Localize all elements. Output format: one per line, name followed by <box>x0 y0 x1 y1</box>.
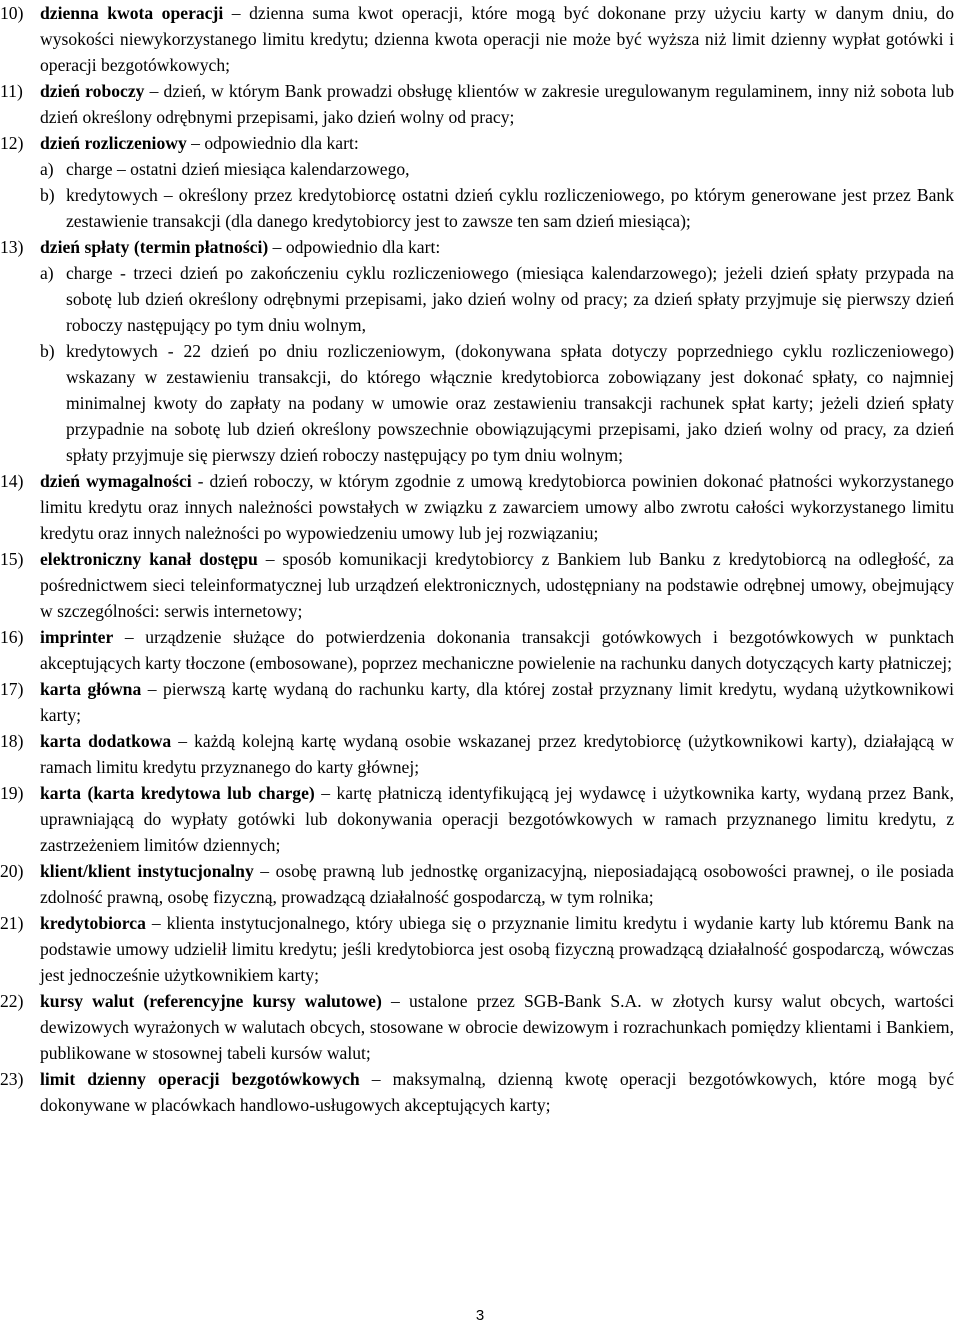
item-number: 21) <box>0 913 24 933</box>
definition-17 <box>0 676 954 728</box>
sub-item-mark: b) <box>40 341 55 361</box>
definition-18 <box>0 728 954 780</box>
sub-item-a <box>40 156 954 182</box>
sub-item-text: kredytowych – określony przez kredytobiorcę ostatni dzień cyklu rozliczeniowego, po którym generowane jest przez Bank zestawienie transakcji (dla danego kredytobiorcy jest to zawsze ten sam dzień miesiąca); <box>66 185 954 231</box>
definition-16 <box>0 624 954 676</box>
definition-19 <box>0 780 954 858</box>
sub-item-text: kredytowych - 22 dzień po dniu rozliczeniowym, (dokonywana spłata dotyczy poprzedniego cyklu rozliczeniowego) wskazany w zestawieniu transakcji, do którego włącznie kredytobiorca zobowiązany jest dokonać spłaty, co najmniej minimalnej kwoty do zapłaty na podany w umowie oraz zestawieniu transakcji rachunek spłat karty; jeżeli dzień spłaty przypadnie na sobotę lub dzień określony powszechnie obowiązującymi przepisami, jako dzień wolny od pracy, za dzień spłaty przyjmuje się pierwszy dzień roboczy następujący po tym dniu wolnym; <box>66 341 954 465</box>
term: kursy walut (referencyjne kursy walutowe) <box>40 991 382 1011</box>
definition-text: – dzienna suma kwot operacji, które mogą być dokonane przy użyciu karty w danym dniu, do wysokości niewykorzystanego limitu kredytu; dzienna kwota operacji nie może być wyższa niż limit dzienny wypłat gotówki i operacji bezgotówkowych; <box>40 3 955 75</box>
definition-10 <box>0 0 954 78</box>
item-number: 22) <box>0 991 24 1011</box>
term: dzień wymagalności <box>40 471 192 491</box>
definition-text: – urządzenie służące do potwierdzenia dokonania transakcji gotówkowych i bezgotówkowych w punktach akceptujących karty tłoczone (embosowane), poprzez mechaniczne powielenie na rachunku danych dotyczących karty płatniczej; <box>40 627 954 673</box>
definition-text: – każdą kolejną kartę wydaną osobie wskazanej przez kredytobiorcę (użytkownikowi karty), działającą w ramach limitu kredytu przyznanego do karty głównej; <box>40 731 954 777</box>
item-number: 15) <box>0 549 24 569</box>
item-number: 10) <box>0 3 24 23</box>
definition-text: – osobę prawną lub jednostkę organizacyjną, nieposiadającą osobowości prawnej, o ile posiada zdolność prawną, osobę fizyczną, prowadzącą działalność gospodarczą, w tym rolnika; <box>40 861 954 907</box>
term: dzień spłaty (termin płatności) <box>40 237 269 257</box>
sub-item-b <box>40 338 954 468</box>
term: elektroniczny kanał dostępu <box>40 549 258 569</box>
definition-text: - dzień roboczy, w którym zgodnie z umową kredytobiorca powinien dokonać płatności wykorzystanego limitu kredytu oraz innych należności powstałych w związku z zawarciem umowy albo zwrotu całości wykorzystanego limitu kredytu oraz innych należności po wypowiedzeniu umowy lub jej rozwiązaniu; <box>40 471 954 543</box>
sub-item-mark: b) <box>40 185 55 205</box>
definition-text: – klienta instytucjonalnego, który ubiega się o przyznanie limitu kredytu i wydanie karty lub któremu Bank na podstawie umowy udzielił limitu kredytu; jeśli kredytobiorca jest osobą fizyczną prowadzącą działalność gospodarczą, wówczas jest jednocześnie użytkownikiem karty; <box>40 913 954 985</box>
term: imprinter <box>40 627 114 647</box>
item-number: 20) <box>0 861 24 881</box>
item-number: 14) <box>0 471 24 491</box>
item-number: 23) <box>0 1069 24 1089</box>
definition-text: – pierwszą kartę wydaną do rachunku karty, dla której został przyznany limit kredytu, wydaną użytkownikowi karty; <box>40 679 954 725</box>
item-number: 18) <box>0 731 24 751</box>
term: kredytobiorca <box>40 913 146 933</box>
term: dzień roboczy <box>40 81 145 101</box>
definition-12 <box>0 130 954 234</box>
item-number: 12) <box>0 133 24 153</box>
definition-23 <box>0 1066 954 1118</box>
item-number: 17) <box>0 679 24 699</box>
definition-text: – dzień, w którym Bank prowadzi obsługę klientów w zakresie uregulowanym regulaminem, inny niż sobota lub dzień określony odrębnymi przepisami, jako dzień wolny od pracy; <box>40 81 954 127</box>
term: klient/klient instytucjonalny <box>40 861 254 881</box>
sub-item-text: charge - trzeci dzień po zakończeniu cyklu rozliczeniowego (miesiąca kalendarzowego); jeżeli dzień spłaty przypada na sobotę lub dzień określony odrębnymi przepisami, jako dzień wolny od pracy; za dzień spłaty przyjmuje się pierwszy dzień roboczy następujący po tym dniu wolnym, <box>66 263 954 335</box>
definition-15 <box>0 546 954 624</box>
sub-item-a <box>40 260 954 338</box>
definition-text: – sposób komunikacji kredytobiorcy z Bankiem lub Banku z kredytobiorcą na odległość, za pośrednictwem sieci teleinformatycznej lub urządzeń elektronicznych, udostępniany na podstawie odrębnej umowy, obejmujący w szczególności: serwis internetowy; <box>40 549 954 621</box>
definition-text: – kartę płatniczą identyfikującą jej wydawcę i użytkownika karty, wydaną przez Bank, uprawniającą do wypłaty gotówki lub dokonywania operacji bezgotówkowych w ramach przyznanego limitu kredytu, z zastrzeżeniem limitów dziennych; <box>40 783 955 855</box>
definition-20 <box>0 858 954 910</box>
definition-text: – odpowiednio dla kart: <box>186 133 359 153</box>
term: dzienna kwota operacji <box>40 3 224 23</box>
definition-text: – odpowiednio dla kart: <box>268 237 441 257</box>
sub-item-text: charge – ostatni dzień miesiąca kalendarzowego, <box>66 159 410 179</box>
definition-22 <box>0 988 954 1066</box>
sub-item-mark: a) <box>40 263 54 283</box>
term: karta (karta kredytowa lub charge) <box>40 783 315 803</box>
definition-14 <box>0 468 954 546</box>
page-number: 3 <box>475 1307 485 1324</box>
definition-13 <box>0 234 954 468</box>
definition-text: – ustalone przez SGB-Bank S.A. w złotych kursy walut obcych, wartości dewizowych wyrażonych w walutach obcych, stosowane w obrocie dewizowym i rozrachunkach pomiędzy klientami i Bankiem, publikowane w stosownej tabeli kursów walut; <box>40 991 954 1063</box>
term: karta dodatkowa <box>40 731 172 751</box>
sub-item-b <box>40 182 954 234</box>
definition-text: – maksymalną, dzienną kwotę operacji bezgotówkowych, które mogą być dokonywane w placówkach handlowo-usługowych akceptujących karty; <box>40 1069 955 1115</box>
term: karta główna <box>40 679 142 699</box>
item-number: 11) <box>0 81 23 101</box>
item-number: 19) <box>0 783 24 803</box>
item-number: 13) <box>0 237 24 257</box>
item-number: 16) <box>0 627 24 647</box>
term: limit dzienny operacji bezgotówkowych <box>40 1069 360 1089</box>
definition-21 <box>0 910 954 988</box>
term: dzień rozliczeniowy <box>40 133 187 153</box>
sub-item-mark: a) <box>40 159 54 179</box>
definition-11 <box>0 78 954 130</box>
